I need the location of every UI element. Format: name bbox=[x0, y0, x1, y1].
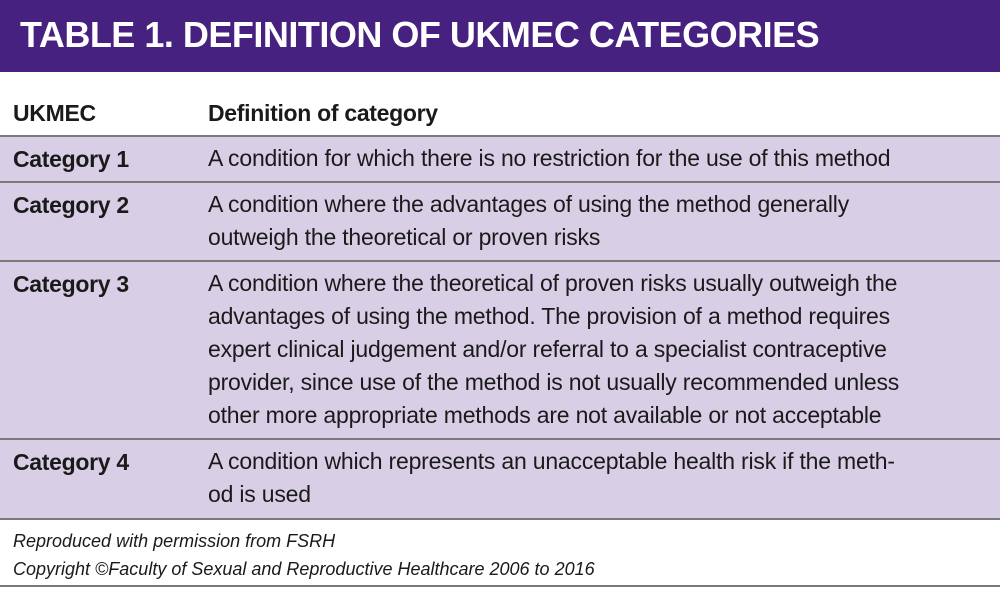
footnote-permission: Reproduced with permission from FSRH bbox=[13, 531, 336, 551]
column-header-ukmec: UKMEC bbox=[13, 100, 96, 126]
category-label: Category 3 bbox=[13, 271, 129, 297]
table-row bbox=[0, 260, 1000, 438]
definition-text bbox=[208, 267, 899, 432]
column-header-definition: Definition of category bbox=[208, 100, 438, 126]
definition-text bbox=[208, 445, 895, 511]
definition-line: A condition for which there is no restriction for the use of this method bbox=[208, 145, 891, 171]
table-row bbox=[0, 181, 1000, 260]
definition-text bbox=[208, 142, 890, 175]
definition-line: A condition where the theoretical of proven risks usually outweigh the bbox=[208, 270, 898, 296]
definition-text bbox=[208, 188, 849, 254]
category-label: Category 4 bbox=[13, 449, 129, 475]
table-header-row bbox=[0, 90, 1000, 135]
table-title: TABLE 1. DEFINITION OF UKMEC CATEGORIES bbox=[20, 14, 820, 55]
category-label: Category 1 bbox=[13, 146, 129, 172]
table-row bbox=[0, 135, 1000, 181]
definition-line: expert clinical judgement and/or referral to a specialist contraceptive bbox=[208, 336, 887, 362]
definition-line: A condition where the advantages of using the method generally bbox=[208, 191, 849, 217]
definition-line: advantages of using the method. The provision of a method requires bbox=[208, 303, 890, 329]
definition-line: other more appropriate methods are not available or not acceptable bbox=[208, 402, 882, 428]
definition-line: od is used bbox=[208, 481, 311, 507]
table-row bbox=[0, 438, 1000, 518]
definition-line: provider, since use of the method is not usually recommended unless bbox=[208, 369, 900, 395]
footnote-copyright: Copyright ©Faculty of Sexual and Reproductive Healthcare 2006 to 2016 bbox=[13, 559, 595, 579]
definition-line: A condition which represents an unacceptable health risk if the meth- bbox=[208, 448, 895, 474]
definition-line: outweigh the theoretical or proven risks bbox=[208, 224, 601, 250]
category-label: Category 2 bbox=[13, 192, 129, 218]
footnote-area bbox=[0, 518, 1000, 587]
title-bar bbox=[0, 0, 1000, 72]
